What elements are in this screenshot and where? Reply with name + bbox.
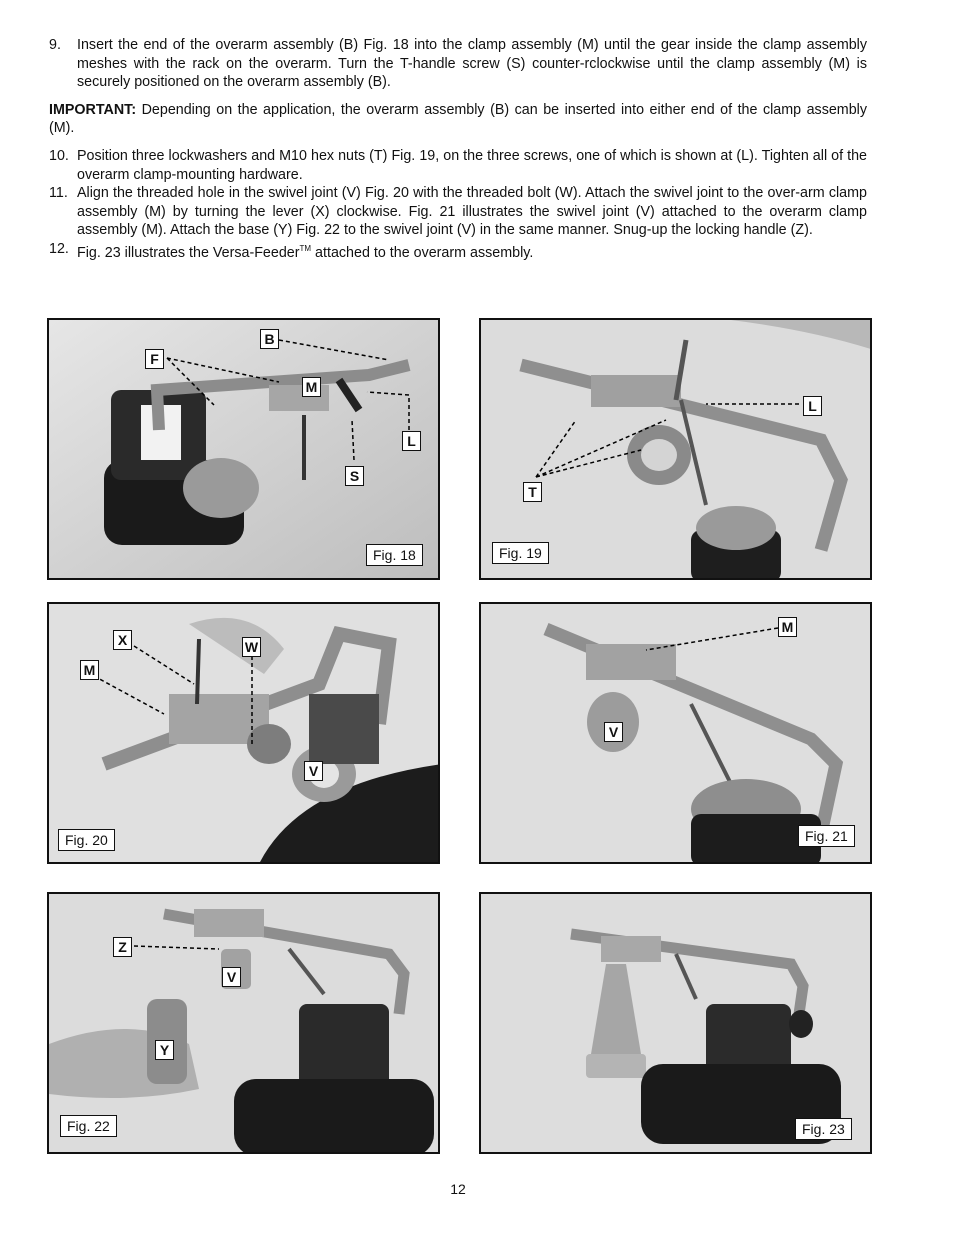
callout-f: F (145, 349, 164, 369)
figure-caption: Fig. 18 (366, 544, 423, 566)
step-text: Align the threaded hole in the swivel joint (V) Fig. 20 with the threaded bolt (W). Attach the swivel joint to the over-arm clamp assembly (M) by turning the lever (X) clockwise. Fig. 21 illustrates the swivel joint (V) attached to the overarm clamp assembly (M). Attach the base (Y) Fig. 22 to the swivel joint (V) in the same manner. Snug-up the locking handle (Z). (77, 185, 867, 239)
callout-l: L (402, 431, 421, 451)
callout-x: X (113, 630, 132, 650)
figure-caption: Fig. 20 (58, 829, 115, 851)
important-label: IMPORTANT: (49, 101, 137, 118)
step-10 (49, 147, 867, 184)
figure-18 (47, 318, 440, 580)
step-text-part: Fig. 23 illustrates the Versa-Feeder (77, 244, 300, 261)
step-12 (49, 240, 867, 262)
page-number: 12 (450, 1181, 466, 1197)
important-note (49, 101, 867, 138)
fig18-photo (49, 320, 440, 580)
instructions (49, 36, 867, 262)
step-text (77, 240, 867, 262)
callout-v: V (222, 967, 241, 987)
step-9 (49, 36, 867, 92)
figure-19 (479, 318, 872, 580)
callout-l: L (803, 396, 822, 416)
step-number: 9. (49, 37, 61, 53)
callout-v: V (604, 722, 623, 742)
trademark-mark: TM (299, 243, 312, 253)
callout-v: V (304, 761, 323, 781)
important-text: Depending on the application, the overarm assembly (B) can be inserted into either end of the clamp assembly (M). (49, 101, 867, 137)
fig19-photo (481, 320, 872, 580)
figure-23 (479, 892, 872, 1154)
figure-caption: Fig. 23 (795, 1118, 852, 1140)
callout-y: Y (155, 1040, 174, 1060)
figure-caption: Fig. 22 (60, 1115, 117, 1137)
figure-21 (479, 602, 872, 864)
figure-22 (47, 892, 440, 1154)
step-11 (49, 184, 867, 240)
figure-20 (47, 602, 440, 864)
fig23-photo (481, 894, 872, 1154)
callout-m: M (778, 617, 797, 637)
step-text: Insert the end of the overarm assembly (B) Fig. 18 into the clamp assembly (M) until the gear inside the clamp assembly meshes with the rack on the overarm. Turn the T-handle screw (S) counter-rclockwise until the clamp assembly (M) is securely positioned on the overarm assembly (B). (77, 37, 867, 91)
step-text: Position three lockwashers and M10 hex nuts (T) Fig. 19, on the three screws, one of which is shown at (L). Tighten all of the overarm clamp-mounting hardware. (77, 147, 867, 183)
step-number: 12. (49, 240, 69, 257)
callout-z: Z (113, 937, 132, 957)
step-text-part: attached to the overarm assembly. (311, 244, 534, 261)
figure-caption: Fig. 21 (798, 825, 855, 847)
callout-t: T (523, 482, 542, 502)
callout-b: B (260, 329, 279, 349)
step-number: 11. (49, 185, 68, 202)
callout-s: S (345, 466, 364, 486)
figure-caption: Fig. 19 (492, 542, 549, 564)
callout-m: M (302, 377, 321, 397)
callout-w: W (242, 637, 261, 657)
step-number: 10. (49, 147, 69, 164)
callout-m: M (80, 660, 99, 680)
